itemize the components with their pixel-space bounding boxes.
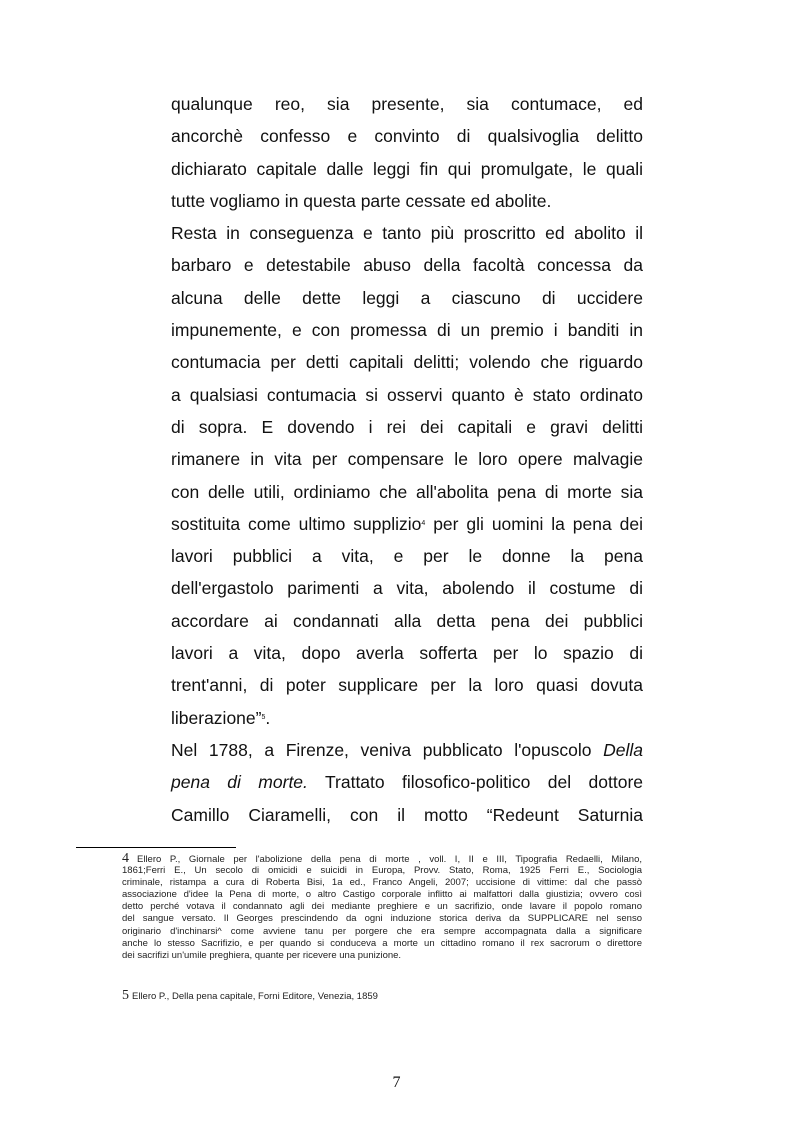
body-line: Resta in conseguenza e tanto più proscritto ed abolito il: [171, 223, 643, 244]
body-line: con delle utili, ordiniamo che all'abolita pena di morte sia: [171, 481, 643, 502]
footnote-ref-4[interactable]: 4: [421, 519, 426, 527]
body-line: a qualsiasi contumacia si osservi quanto è stato ordinato: [171, 384, 643, 405]
body-line: tutte vogliamo in questa parte cessate ed abolite.: [171, 190, 552, 211]
body-line: ancorchè confesso e convinto di qualsivoglia delitto: [171, 126, 643, 147]
body-text-span: Trattato filosofico-politico del dottore: [307, 772, 644, 793]
body-line: dichiarato capitale dalle leggi fin qui promulgate, le quali: [171, 158, 643, 179]
body-line: dell'ergastolo parimenti a vita, abolendo il costume di: [171, 578, 643, 599]
body-line: barbaro e detestabile abuso della facoltà concessa da: [171, 255, 643, 276]
footnote-number: 4: [122, 851, 129, 866]
body-line: impunemente, e con promessa di un premio i banditi in: [171, 320, 643, 341]
body-line: lavori pubblici a vita, e per le donne la pena: [171, 546, 643, 567]
body-line: [171, 508, 643, 540]
footnote-line: 1861;Ferri E., Un secolo di omicidi e suicidi in Europa, Provv. Stato, Roma, 1925 Ferri E., Sociologia: [122, 865, 642, 877]
body-text-span: per gli uomini la pena dei: [425, 513, 644, 534]
footnote-text: Ellero P., Giornale per l'abolizione della pena di morte , voll. I, II e III, Tipografia Redaelli, Milano,: [137, 854, 642, 865]
body-line: trent'anni, di poter supplicare per la loro quasi dovuta: [171, 675, 643, 696]
footnote-line: [122, 990, 642, 1002]
page-number: 7: [392, 1074, 401, 1091]
footnote-4: [122, 853, 642, 962]
footnote-line: dei sacrifizi un'umile preghiera, quante per ricevere una punizione.: [122, 949, 402, 961]
body-line: Camillo Ciaramelli, con il motto “Redeunt Saturnia: [171, 804, 643, 825]
footnote-text: Ellero P., Della pena capitale, Forni Editore, Venezia, 1859: [132, 991, 378, 1002]
book-title-italic: pena di morte.: [171, 772, 308, 793]
body-text-span: sostituita come ultimo supplizio: [171, 513, 422, 534]
footnote-line: associazione d'idee la Pena di morte, o altro Castigo corporale inflitto ai malfattori dalla giustizia; ovvero così: [122, 889, 642, 901]
body-line: qualunque reo, sia presente, sia contumace, ed: [171, 94, 643, 114]
body-text: [171, 88, 643, 831]
footnote-ref-5[interactable]: 5: [261, 713, 266, 721]
body-line: contumacia per detti capitali delitti; volendo che riguardo: [171, 352, 643, 373]
footnote-line: detto perché votava il condannato agli dei mediante preghiere e un sacrifizio, onde lavare il popolo romano: [122, 901, 642, 913]
body-line: alcuna delle dette leggi a ciascuno di uccidere: [171, 287, 643, 308]
body-line: [171, 766, 643, 798]
footnote-5: [122, 990, 642, 1002]
body-line: lavori a vita, dopo averla sofferta per lo spazio di: [171, 643, 643, 664]
body-line: [171, 702, 643, 734]
footnote-line: originario d'inchinarsi^ come avviene tanu per porgere che era sempre accompagnata dalla a significare: [122, 925, 642, 937]
body-text-span: Nel 1788, a Firenze, veniva pubblicato l'opuscolo: [171, 739, 604, 760]
footnote-separator: [76, 847, 236, 848]
footnote-line: [122, 853, 642, 865]
body-line: rimanere in vita per compensare le loro opere malvagie: [171, 449, 643, 470]
footnote-number: 5: [122, 988, 129, 1003]
footnote-line: criminale, ristampa a cura di Roberta Bisi, 1a ed., Franco Angeli, 2007; uccisione di vittime: dal che passò: [122, 877, 642, 889]
body-text-span: .: [265, 707, 271, 728]
body-text-span: liberazione”: [171, 707, 262, 728]
body-line: accordare ai condannati alla detta pena dei pubblici: [171, 610, 643, 631]
book-title-italic: Della: [603, 739, 643, 760]
body-line: [171, 734, 643, 766]
footnote-line: del sangue versato. Il Georges prescindendo da ogni induzione storica deriva da SUPPLICARE nel senso: [122, 913, 642, 925]
footnote-line: anche lo stesso Sacrifizio, e per quando si conduceva a morte un cittadino romano il rex sacrorum o direttore: [122, 937, 642, 949]
body-line: di sopra. E dovendo i rei dei capitali e gravi delitti: [171, 416, 643, 437]
